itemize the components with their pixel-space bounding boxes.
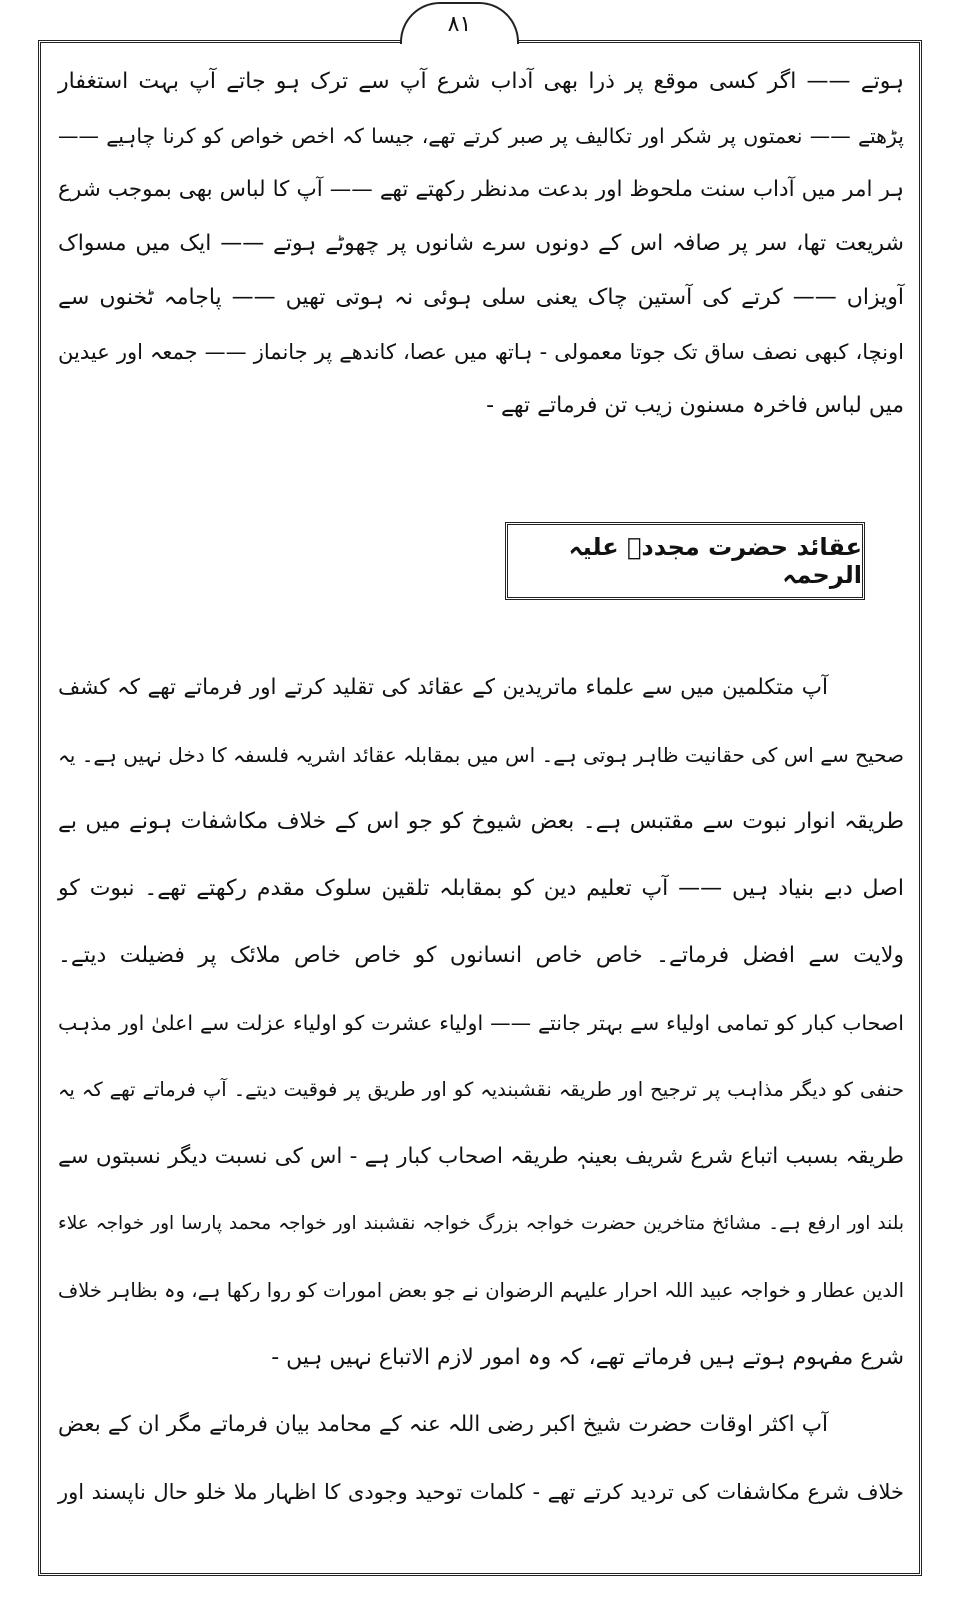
text-line: اصحاب کبار کو تمامی اولیاء سے بہتر جانتے —— اولیاء عشرت کو اولیاء عزلت سے اعلیٰ اور مذہب	[58, 1011, 904, 1035]
page-number: ٨١	[400, 2, 519, 44]
section-heading	[505, 522, 865, 600]
text-line: حنفی کو دیگر مذاہب پر ترجیح اور طریقہ نقشبندیہ کو اور طریق پر فوقیت دیتے۔ آپ فرماتے تھے کہ یہ	[58, 1078, 904, 1101]
text-line: خلاف شرع مکاشفات کی تردید کرتے تھے - کلمات توحید وجودی کا اظہار ملا خلو حال ناپسند اور	[58, 1480, 904, 1504]
text-line: آپ اکثر اوقات حضرت شیخ اکبر رضی اللہ عنہ کے محامد بیان فرماتے مگر ان کے بعض	[58, 1412, 828, 1437]
text-line: میں لباس فاخرہ مسنون زیب تن فرماتے تھے -	[486, 393, 904, 418]
text-line: ولایت سے افضل فرماتے۔ خاص خاص انسانوں کو خاص خاص ملائک پر فضیلت دیتے۔	[58, 943, 904, 968]
text-line: شرع مفہوم ہوتے ہیں فرماتے تھے، کہ وہ امور لازم الاتباع نہیں ہیں -	[271, 1345, 904, 1370]
text-line: پڑھتے —— نعمتوں پر شکر اور تکالیف پر صبر کرتے تھے، جیسا کہ اخص خواص کو کرنا چاہیے ——	[58, 124, 904, 148]
text-line: ہوتے —— اگر کسی موقع پر ذرا بھی آداب شرع آپ سے ترک ہو جاتے آپ بہت استغفار	[58, 69, 904, 94]
text-line: شریعت تھا، سر پر صافہ اس کے دونوں سرے شانوں پر چھوٹے ہوتے —— ایک میں مسواک	[58, 231, 904, 256]
text-line: اونچا، کبھی نصف ساق تک جوتا معمولی - ہاتھ میں عصا، کاندھے پر جانماز —— جمعہ اور عیدین	[58, 340, 904, 364]
text-line: طریقہ بسبب اتباع شرع شریف بعینہٖ طریقہ اصحاب کبار ہے - اس کی نسبت دیگر نسبتوں سے	[58, 1144, 904, 1169]
text-line: اصل دبے بنیاد ہیں —— آپ تعلیم دین کو بمقابلہ تلقین سلوک مقدم رکھتے تھے۔ نبوت کو	[58, 876, 904, 901]
text-line: طریقہ انوار نبوت سے مقتبس ہے۔ بعض شیوخ کو جو اس کے خلاف مکاشفات ہونے میں بے	[58, 809, 904, 834]
text-line: آپ متکلمین میں سے علماء ماتریدین کے عقائد کی تقلید کرتے اور فرماتے تھے کہ کشف	[58, 675, 828, 700]
text-line: آویزاں —— کرتے کی آستین چاک یعنی سلی ہوئی نہ ہوتی تھیں —— پاجامہ ٹخنوں سے	[58, 285, 904, 310]
section-heading-text: عقائد حضرت مجددؒ علیہ الرحمہ	[568, 533, 862, 589]
text-line: صحیح سے اس کی حقانیت ظاہر ہوتی ہے۔ اس میں بمقابلہ عقائد اشریہ فلسفہ کا دخل نہیں ہے۔ یہ	[58, 743, 904, 767]
text-line: الدین عطار و خواجہ عبید اللہ احرار علیہم الرضوان نے جو بعض امورات کو روا رکھا ہے، وہ بظاہر خلاف	[58, 1279, 904, 1302]
text-line: ہر امر میں آداب سنت ملحوظ اور بدعت مدنظر رکھتے تھے —— آپ کا لباس بھی بموجب شرع	[58, 177, 904, 202]
text-line: بلند اور ارفع ہے۔ مشائخ متاخرین حضرت خواجہ بزرگ خواجہ نقشبند اور خواجہ محمد پارسا اور خواجہ علاء	[58, 1213, 904, 1234]
